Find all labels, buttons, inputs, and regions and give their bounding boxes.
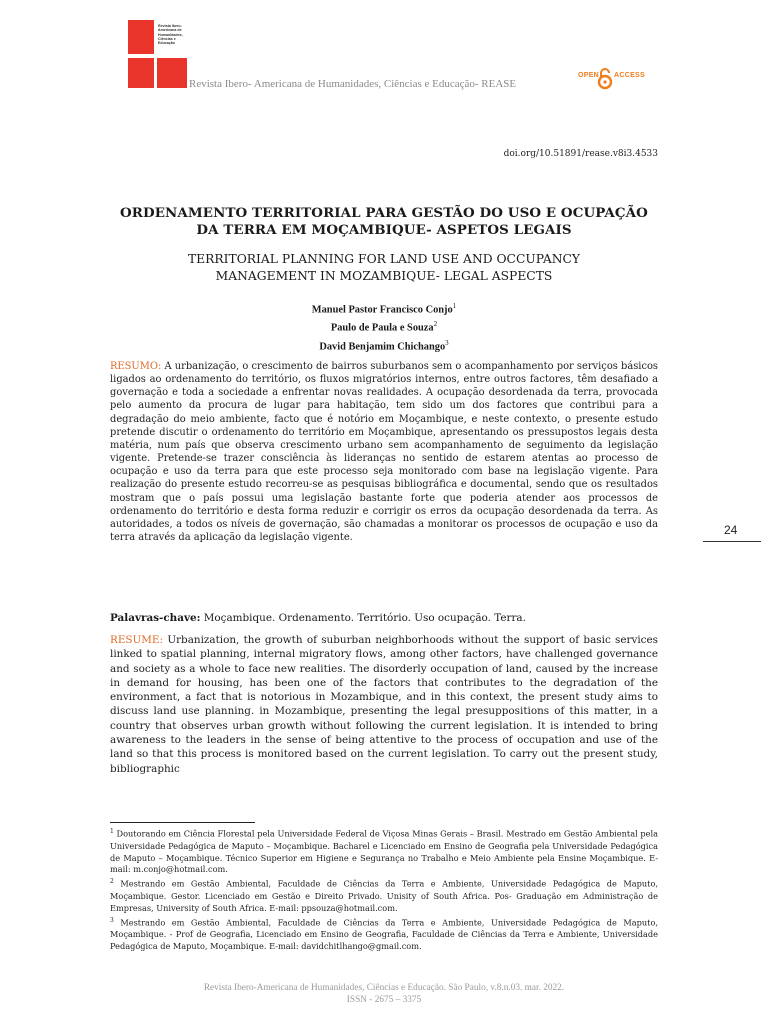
journal-logo	[128, 20, 189, 88]
footnote-1-marker: 1	[110, 828, 114, 835]
author-list	[100, 299, 668, 354]
author-2-footnote-ref[interactable]: 2	[433, 320, 438, 329]
page-footer	[110, 982, 658, 1006]
author-1-footnote-ref[interactable]: 1	[452, 302, 457, 310]
footnote-2-marker: 2	[110, 878, 114, 886]
title-en-line-1: TERRITORIAL PLANNING FOR LAND USE AND OCCUPANCY	[187, 252, 581, 266]
logo-square-top	[128, 20, 154, 54]
article-title-en	[100, 251, 668, 285]
logo-square-bottom-right	[157, 58, 187, 88]
title-pt-line-2: DA TERRA EM MOÇAMBIQUE- ASPETOS LEGAIS	[196, 222, 572, 238]
abstract-pt	[110, 360, 658, 544]
abstract-pt-label: RESUMO:	[110, 361, 162, 372]
author-2	[100, 317, 668, 335]
open-access-right-text: ACCESS	[614, 72, 645, 79]
author-3-name: David Benjamim Chichango	[319, 341, 446, 353]
page-number: 24	[724, 523, 738, 537]
article-title-pt	[100, 205, 668, 239]
author-1-name: Manuel Pastor Francisco Conjo	[311, 304, 453, 316]
footnote-separator	[110, 822, 255, 823]
abstract-en-label: RESUME:	[110, 634, 164, 646]
logo-square-bottom-left	[128, 58, 154, 88]
open-access-left-text: OPEN	[578, 72, 600, 79]
footnote-3-marker: 3	[110, 916, 114, 924]
footer-citation: Revista Ibero-Americana de Humanidades, Ciências e Educação. São Paulo, v.8.n.03. mar. 2022.	[203, 983, 565, 993]
journal-name: Revista Ibero- Americana de Humanidades, Ciências e Educação- REASE	[189, 78, 517, 90]
open-access-badge	[578, 68, 648, 90]
title-en-line-2: MANAGEMENT IN MOZAMBIQUE- LEGAL ASPECTS	[215, 269, 553, 283]
footnote-3-text: Mestrando em Gestão Ambiental, Faculdade de Ciências da Terra e Ambiente, Universidade Pedagógica de Maputo, Moçambique. - Prof de Geografia, Licenciado em Ensino de Geografia, Faculdade de Ciências da Terra e Ambiente, Universidade Pedagógica de Maputo, Moçambique. E-mail: davidchitlhango@gmail.com.	[110, 917, 659, 952]
page-number-rule	[703, 541, 761, 542]
author-2-name: Paulo de Paula e Souza	[330, 322, 434, 334]
abstract-en-text: Urbanization, the growth of suburban neighborhoods without the support of basic services linked to spatial planning, internal migratory flows, among other factors, have challenged governance and society as a whole to face new realities. The disorderly occupation of land, caused by the increase in demand for housing, has been one of the factors that contributes to the degradation of the environment, a fact that is notorious in Mozambique, and in this context, the present study aims to discuss land use planning. in Mozambique, presenting the legal presuppositions of this matter, in a country that observes urban growth without following the current legislation. It is intended to bring awareness to the leaders in the sense of being attentive to the process of occupation and use of the land so that this process is monitored based on the current legislation. To carry out the present study, bibliographic	[110, 634, 658, 775]
author-3	[100, 336, 668, 354]
footnote-2	[110, 876, 658, 914]
abstract-en	[110, 633, 658, 776]
footnote-1	[110, 826, 658, 876]
footnotes	[110, 826, 658, 953]
logo-text: Revista Ibero-Americana de Humanidades, Ciências e Educação	[158, 24, 183, 46]
title-pt-line-1: ORDENAMENTO TERRITORIAL PARA GESTÃO DO USO E OCUPAÇÃO	[120, 205, 648, 221]
author-1	[100, 299, 668, 317]
footer-issn: ISSN - 2675 – 3375	[346, 995, 422, 1005]
footnote-1-text: Doutorando em Ciência Florestal pela Universidade Federal de Viçosa Minas Gerais – Brasil. Mestrado em Gestão Ambiental pela Universidade Pedagógica de Maputo – Moçambique. Bacharel e Licenciado em Ensino de Geografia pela Universidade Pedagógica de Maputo – Moçambique. Técnico Superior em Higiene e Segurança no Trabalho e Meio Ambiente pela Ensine Moçambique. E-mail: m.conjo@hotmail.com.	[110, 828, 658, 875]
keywords-label: Palavras-chave:	[110, 612, 201, 624]
open-lock-icon	[597, 68, 613, 90]
footnote-3	[110, 915, 658, 953]
author-3-footnote-ref[interactable]: 3	[445, 338, 449, 347]
keywords	[110, 612, 526, 624]
keywords-text: Moçambique. Ordenamento. Território. Uso ocupação. Terra.	[203, 612, 526, 624]
doi-link[interactable]: doi.org/10.51891/rease.v8i3.4533	[503, 149, 658, 159]
footnote-2-text: Mestrando em Gestão Ambiental, Faculdade de Ciências da Terra e Ambiente, Universidade Pedagógica de Maputo, Moçambique. Gestor. Licenciado em Gestão e Direito Privado. Unisity of South Africa. Pos- Graduação em Administração de Empresas, University of South Africa. E-mail: ppsouza@hotmail.com.	[110, 879, 659, 913]
abstract-pt-text: A urbanização, o crescimento de bairros suburbanos sem o acompanhamento por serviços básicos ligados ao ordenamento do território, os fluxos migratórios internos, entre outros factores, têm desafiado a governação e toda a sociedade a enfrentar novas realidades. A ocupação desordenada da terra, provocada pelo aumento da procura de lugar para habitação, tem sido um dos factores que contribui para a degradação do meio ambiente, facto que é notório em Moçambique, e neste contexto, o presente estudo pretende discutir o ordenamento do território em Moçambique, apresentando os pressupostos legais desta matéria, num país que observa crescimento urbano sem acompanhamento de seguimento da legislação vigente. Pretende-se trazer consciência às lideranças no sentido de estarem atentas ao processo de ocupação e uso da terra para que este processo seja monitorado com base na legislação vigente. Para realização do presente estudo recorreu-se as pesquisas bibliográfica e documental, sendo que os resultados mostram que o país possui uma legislação bastante forte que poderia atender aos processos de ordenamento do território e desta forma reduzir e corrigir os erros da ocupação desordenada da terra. As autoridades, a todos os níveis de governação, são chamadas a monitorar os processos de ocupação e uso da terra através da aplicação da legislação vigente.	[110, 361, 658, 544]
